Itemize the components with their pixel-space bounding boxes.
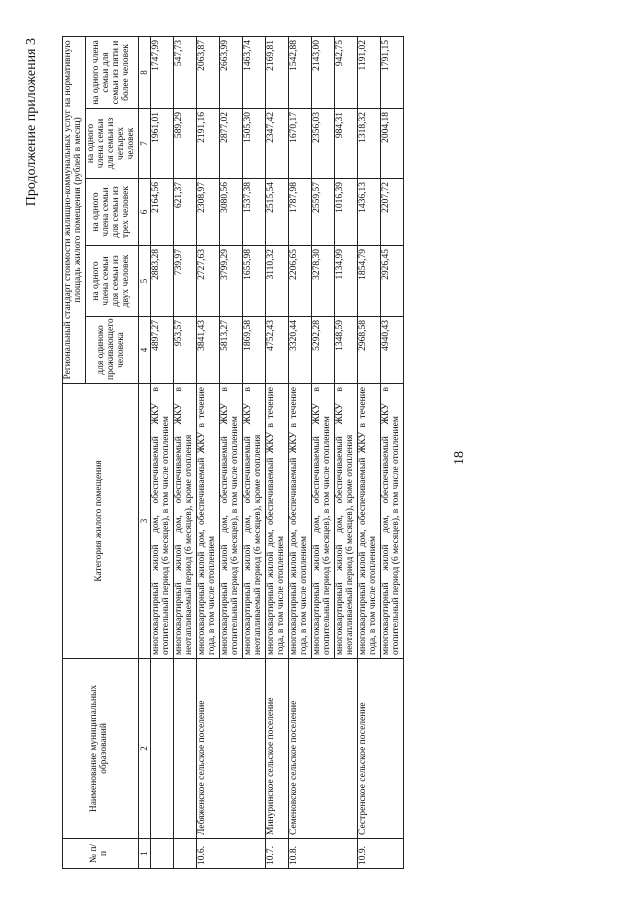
standard-value: 942,75 bbox=[334, 36, 357, 108]
housing-category: многоквартирный жилой дом, обеспечиваемый ЖКУ в неотапливаемый период (6 месяцев), кроме отопления bbox=[174, 384, 197, 659]
standard-value: 2206,65 bbox=[288, 246, 311, 317]
standard-value: 1670,17 bbox=[288, 109, 311, 179]
housing-category: многоквартирный жилой дом, обеспечиваемый ЖКУ в течение года, в том числе отоплением bbox=[288, 384, 311, 659]
colnum: 4 bbox=[138, 317, 150, 384]
header-standard: Региональный стандарт стоимости жилищно-коммунальных услуг на нормативную площадь жилого помещения (рублей в месяц) bbox=[63, 36, 86, 383]
standard-value: 4897,27 bbox=[151, 317, 174, 384]
tariff-table bbox=[62, 36, 404, 869]
column-number-row bbox=[138, 36, 150, 868]
municipality-name: Минуринское сельское поселение bbox=[265, 659, 288, 839]
table-row bbox=[357, 36, 380, 868]
row-number: 10.8. bbox=[288, 839, 357, 869]
municipality-name bbox=[174, 659, 197, 839]
table-row bbox=[174, 36, 197, 868]
colnum: 5 bbox=[138, 246, 150, 317]
standard-value: 1463,74 bbox=[242, 36, 265, 108]
row-number: 10.9. bbox=[357, 839, 403, 869]
table-row bbox=[288, 36, 311, 868]
standard-value: 1134,99 bbox=[334, 246, 357, 317]
standard-value: 3110,32 bbox=[265, 246, 288, 317]
colnum: 8 bbox=[138, 36, 150, 108]
colnum: 3 bbox=[138, 384, 150, 659]
standard-value: 2191,16 bbox=[197, 109, 220, 179]
standard-value: 1869,58 bbox=[242, 317, 265, 384]
header-sub-3: на одного члена семьи для семьи из трех человек bbox=[85, 179, 138, 246]
standard-value: 1787,98 bbox=[288, 179, 311, 246]
header-sub-4: на одного члена семьи для семьи из четырех человек bbox=[85, 109, 138, 179]
standard-value: 953,57 bbox=[174, 317, 197, 384]
standard-value: 3799,29 bbox=[220, 246, 243, 317]
standard-value: 1348,59 bbox=[334, 317, 357, 384]
standard-value: 2559,57 bbox=[311, 179, 334, 246]
standard-value: 1961,01 bbox=[151, 109, 174, 179]
header-sub-2: на одного члена семьи для семьи из двух человек bbox=[85, 246, 138, 317]
standard-value: 1505,30 bbox=[242, 109, 265, 179]
standard-value: 984,31 bbox=[334, 109, 357, 179]
standard-value: 2169,81 bbox=[265, 36, 288, 108]
municipality-name: Лебяженское сельское поселение bbox=[197, 659, 266, 839]
standard-value: 3278,30 bbox=[311, 246, 334, 317]
housing-category: многоквартирный жилой дом, обеспечиваемый ЖКУ в течение года, в том числе отоплением bbox=[357, 384, 380, 659]
standard-value: 4752,43 bbox=[265, 317, 288, 384]
standard-value: 3320,44 bbox=[288, 317, 311, 384]
standard-value: 2063,87 bbox=[197, 36, 220, 108]
standard-value: 2926,45 bbox=[380, 246, 403, 317]
header-no: № п/п bbox=[63, 839, 139, 869]
header-sub-5: на одного члена семьи для семьи из пяти и более человек bbox=[85, 36, 138, 108]
municipality-name bbox=[151, 659, 174, 839]
municipality-name: Сестренское сельское поселение bbox=[357, 659, 403, 839]
standard-value: 2515,54 bbox=[265, 179, 288, 246]
housing-category: многоквартирный жилой дом, обеспечиваемый ЖКУ в течение года, в том числе отоплением bbox=[197, 384, 220, 659]
standard-value: 2004,18 bbox=[380, 109, 403, 179]
standard-value: 739,97 bbox=[174, 246, 197, 317]
row-number: 10.6. bbox=[197, 839, 266, 869]
header-category: Категория жилого помещения bbox=[63, 384, 139, 659]
standard-value: 1542,88 bbox=[288, 36, 311, 108]
colnum: 1 bbox=[138, 839, 150, 869]
standard-value: 3080,56 bbox=[220, 179, 243, 246]
colnum: 2 bbox=[138, 659, 150, 839]
housing-category: многоквартирный жилой дом, обеспечиваемый ЖКУ в неотапливаемый период (6 месяцев), кроме отопления bbox=[242, 384, 265, 659]
housing-category: многоквартирный жилой дом, обеспечиваемый ЖКУ в течение года, в том числе отоплением bbox=[265, 384, 288, 659]
housing-category: многоквартирный жилой дом, обеспечиваемый ЖКУ в отопительный период (6 месяцев), в том числе отоплением bbox=[151, 384, 174, 659]
standard-value: 2207,72 bbox=[380, 179, 403, 246]
row-number bbox=[174, 839, 197, 869]
header-mo: Наименование муниципальных образований bbox=[63, 659, 139, 839]
table-row bbox=[151, 36, 174, 868]
standard-value: 4940,43 bbox=[380, 317, 403, 384]
standard-value: 2663,99 bbox=[220, 36, 243, 108]
table-body bbox=[151, 36, 403, 868]
continuation-title: Продолжение приложения 3 bbox=[24, 38, 39, 207]
standard-value: 2347,42 bbox=[265, 109, 288, 179]
standard-value: 2308,97 bbox=[197, 179, 220, 246]
standard-value: 2727,63 bbox=[197, 246, 220, 317]
standard-value: 1655,98 bbox=[242, 246, 265, 317]
standard-value: 1191,02 bbox=[357, 36, 380, 108]
standard-value: 2877,02 bbox=[220, 109, 243, 179]
housing-category: многоквартирный жилой дом, обеспечиваемый ЖКУ в неотапливаемый период (6 месяцев), кроме отопления bbox=[334, 384, 357, 659]
standard-value: 621,37 bbox=[174, 179, 197, 246]
standard-value: 1791,15 bbox=[380, 36, 403, 108]
standard-value: 3841,43 bbox=[197, 317, 220, 384]
standard-value: 2164,56 bbox=[151, 179, 174, 246]
standard-value: 1318,32 bbox=[357, 109, 380, 179]
standard-value: 5292,28 bbox=[311, 317, 334, 384]
standard-value: 1854,79 bbox=[357, 246, 380, 317]
header-row bbox=[63, 36, 86, 868]
housing-category: многоквартирный жилой дом, обеспечиваемый ЖКУ в отопительный период (6 месяцев), в том числе отоплением bbox=[311, 384, 334, 659]
standard-value: 2883,28 bbox=[151, 246, 174, 317]
page-number: 18 bbox=[452, 451, 467, 465]
row-number bbox=[151, 839, 174, 869]
row-number: 10.7. bbox=[265, 839, 288, 869]
municipality-name: Семеновское сельское поселение bbox=[288, 659, 357, 839]
standard-value: 1537,38 bbox=[242, 179, 265, 246]
table-row bbox=[265, 36, 288, 868]
table-row bbox=[197, 36, 220, 868]
standard-value: 589,29 bbox=[174, 109, 197, 179]
standard-value: 2356,03 bbox=[311, 109, 334, 179]
standard-value: 1016,39 bbox=[334, 179, 357, 246]
housing-category: многоквартирный жилой дом, обеспечиваемый ЖКУ в отопительный период (6 месяцев), в том числе отоплением bbox=[220, 384, 243, 659]
standard-value: 547,73 bbox=[174, 36, 197, 108]
standard-value: 2968,58 bbox=[357, 317, 380, 384]
standard-value: 1747,99 bbox=[151, 36, 174, 108]
standard-value: 5813,27 bbox=[220, 317, 243, 384]
standard-value: 1436,13 bbox=[357, 179, 380, 246]
housing-category: многоквартирный жилой дом, обеспечиваемый ЖКУ в отопительный период (6 месяцев), в том числе отоплением bbox=[380, 384, 403, 659]
standard-value: 2143,00 bbox=[311, 36, 334, 108]
colnum: 6 bbox=[138, 179, 150, 246]
header-sub-1: для одиноко проживающего человека bbox=[85, 317, 138, 384]
colnum: 7 bbox=[138, 109, 150, 179]
